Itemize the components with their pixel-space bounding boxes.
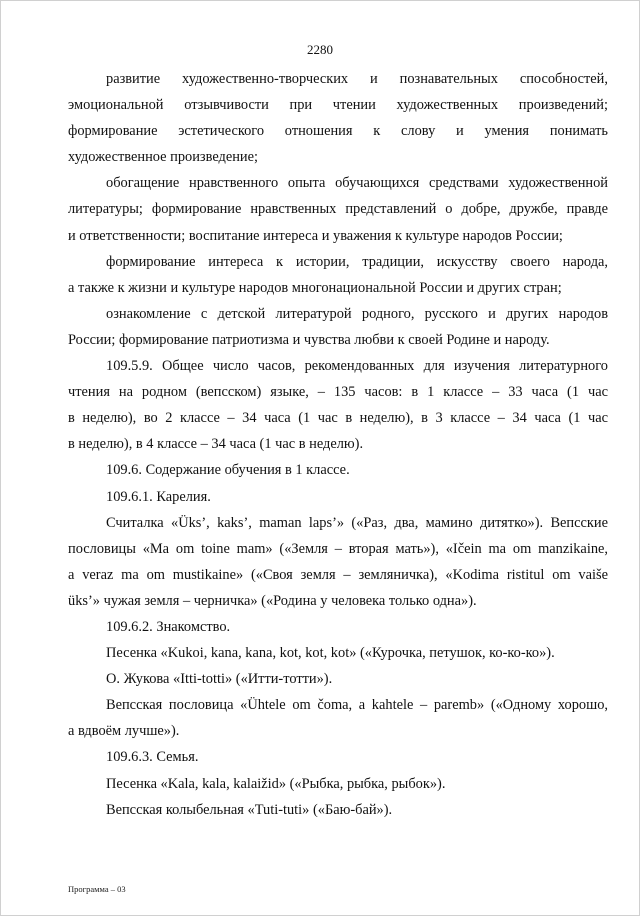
text-line: 109.6.2. Знакомство. bbox=[106, 618, 231, 635]
text-line: Песенка «Kala, kala, kalaižid» («Рыбка, рыбка, рыбок»). bbox=[106, 775, 446, 792]
page-footer: Программа – 03 bbox=[68, 884, 126, 894]
text-line: а также к жизни и культуре народов многонациональной России и других стран; bbox=[68, 279, 562, 296]
text-line: Считалка «Üks’, kaks’, maman laps’» («Раз, два, мамино дитятко»). Вепсские bbox=[106, 514, 608, 531]
text-line: а вдвоём лучше»). bbox=[68, 723, 180, 740]
page-number: 2280 bbox=[307, 42, 333, 57]
document-body bbox=[68, 66, 608, 823]
text-line: 109.5.9. Общее число часов, рекомендованных для изучения литературного bbox=[106, 358, 608, 375]
section-heading-109-6 bbox=[68, 457, 608, 483]
text-line: О. Жукова «Itti-totti» («Итти-тотти»). bbox=[106, 671, 333, 688]
text-line: Вепсская пословица «Ühtele om čoma, a kahtele – paremb» («Одному хорошо, bbox=[106, 697, 608, 714]
text-line: в неделю), в 4 классе – 34 часа (1 час в неделю). bbox=[68, 436, 364, 453]
section-heading-109-6-2 bbox=[68, 614, 608, 640]
paragraph-lullaby bbox=[68, 797, 608, 823]
text-line: 109.6.1. Карелия. bbox=[106, 488, 211, 505]
text-line: в неделю), во 2 классе – 34 часа (1 час в неделю), в 3 классе – 34 часа (1 час bbox=[68, 410, 608, 427]
paragraph-zhukova bbox=[68, 666, 608, 692]
text-line: 109.6.3. Семья. bbox=[106, 749, 199, 766]
paragraph-song-kukoi bbox=[68, 640, 608, 666]
text-line: литературы; формирование нравственных представлений о добре, дружбе, правде bbox=[68, 201, 608, 218]
paragraph-history-interest bbox=[68, 249, 608, 301]
text-line: a veraz ma om mustikaine» («Своя земля – земляничка), «Kodima ristitul om vaiše bbox=[68, 566, 608, 583]
text-line: художественное произведение; bbox=[68, 149, 259, 166]
text-line: обогащение нравственного опыта обучающихся средствами художественной bbox=[106, 175, 608, 192]
paragraph-song-kala bbox=[68, 771, 608, 797]
paragraph-counting-rhyme bbox=[68, 510, 608, 614]
text-line: Вепсская колыбельная «Tuti-tuti» («Баю-бай»). bbox=[106, 801, 393, 818]
text-line: ознакомление с детской литературой родного, русского и других народов bbox=[106, 305, 608, 322]
paragraph-section-109-5-9 bbox=[68, 353, 608, 457]
text-line: и ответственности; воспитание интереса и уважения к культуре народов России; bbox=[68, 227, 563, 244]
text-line: üks’» чужая земля – черничка» («Родина у человека только одна»). bbox=[68, 592, 477, 609]
paragraph-development-goals bbox=[68, 66, 608, 170]
text-line: чтения на родном (вепсском) языке, – 135 часов: в 1 классе – 33 часа (1 час bbox=[68, 384, 608, 401]
section-heading-109-6-3 bbox=[68, 744, 608, 770]
text-line: пословицы «Ma om toine mam» («Земля – вторая мать»), «Ičein ma om manzikaine, bbox=[68, 540, 608, 557]
text-line: Песенка «Kukoi, kana, kana, kot, kot, kot» («Курочка, петушок, ко-ко-ко»). bbox=[106, 645, 555, 662]
text-line: формирование эстетического отношения к слову и умения понимать bbox=[68, 123, 608, 140]
text-line: формирование интереса к истории, традиции, искусству своего народа, bbox=[106, 253, 608, 270]
text-line: России; формирование патриотизма и чувства любви к своей Родине и народу. bbox=[68, 331, 550, 348]
paragraph-literature-acquaintance bbox=[68, 301, 608, 353]
text-line: развитие художественно-творческих и познавательных способностей, bbox=[106, 71, 608, 87]
paragraph-moral-experience bbox=[68, 170, 608, 248]
paragraph-veps-proverb bbox=[68, 692, 608, 744]
text-line: эмоциональной отзывчивости при чтении художественных произведений; bbox=[68, 97, 608, 114]
text-line: 109.6. Содержание обучения в 1 классе. bbox=[106, 462, 350, 479]
section-heading-109-6-1 bbox=[68, 484, 608, 510]
